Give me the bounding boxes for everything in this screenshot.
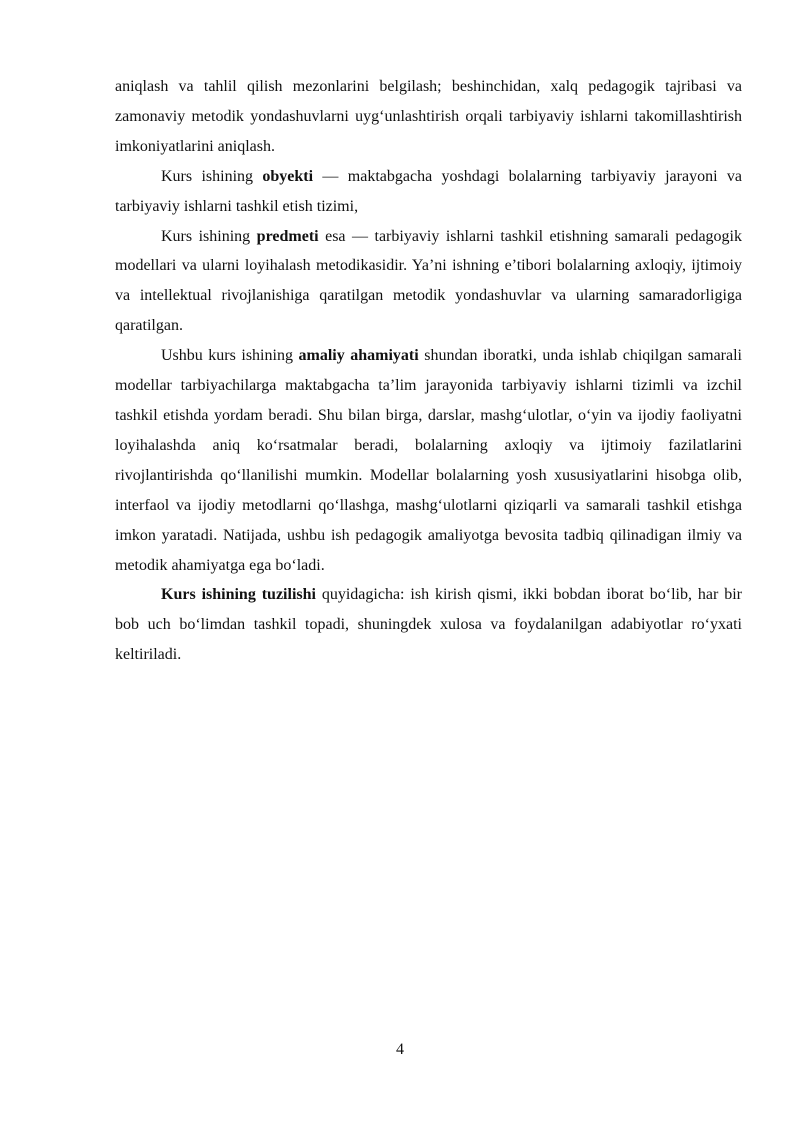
document-body xyxy=(115,72,742,670)
paragraph-subject xyxy=(115,222,742,342)
paragraph-text: — maktabgacha yoshdagi bolalarning tarbiyaviy jarayoni va tarbiyaviy ishlarni tashkil etish tizimi, xyxy=(115,167,742,215)
paragraph-text: quyidagicha: ish kirish qismi, ikki bobdan iborat bo‘lib, har bir bob uch bo‘limdan tashkil topadi, shuningdek xulosa va foydalanilgan adabiyotlar ro‘yxati keltiriladi. xyxy=(115,586,742,664)
paragraph-text: Kurs ishining xyxy=(161,167,263,185)
bold-term-object: obyekti xyxy=(262,167,314,185)
paragraph-practical-value xyxy=(115,341,742,580)
paragraph-continuation xyxy=(115,72,742,162)
paragraph-text: Ushbu kurs ishining xyxy=(161,347,299,365)
paragraph-object xyxy=(115,162,742,222)
page-number: 4 xyxy=(396,1041,404,1058)
bold-term-structure: Kurs ishining tuzilishi xyxy=(161,586,316,604)
paragraph-structure xyxy=(115,580,742,670)
paragraph-text: shundan iboratki, unda ishlab chiqilgan samarali modellar tarbiyachilarga maktabgacha ta’lim jarayonida tarbiyaviy ishlarni tizimli va izchil tashkil etishda yordam beradi. Shu bilan birga, darslar, mashg‘ulotlar, o‘yin va ijodiy faoliyatni loyihalashda aniq ko‘rsatmalar beradi, bolalarning axloqiy va ijtimoiy fazilatlarini rivojlantirishda qo‘llanilishi mumkin. Modellar bolalarning yosh xususiyatlarini hisobga olib, interfaol va ijodiy metodlarni qo‘llashga, mashg‘ulotlarni qiziqarli va samarali tashkil etishga imkon yaratadi. Natijada, ushbu ish pedagogik amaliyotga bevosita tadbiq qilinadigan ilmiy va metodik ahamiyatga ega bo‘ladi. xyxy=(115,347,742,574)
paragraph-text: esa — tarbiyaviy ishlarni tashkil etishning samarali pedagogik modellari va ularni loyihalash metodikasidir. Ya’ni ishning e’tibori bolalarning axloqiy, ijtimoiy va intellektual rivojlanishiga qaratilgan metodik yondashuvlar va ularning samaradorligiga qaratilgan. xyxy=(115,227,743,335)
bold-term-subject: predmeti xyxy=(256,227,319,245)
paragraph-text: Kurs ishining xyxy=(161,227,257,245)
paragraph-text: aniqlash va tahlil qilish mezonlarini belgilash; beshinchidan, xalq pedagogik tajribasi va zamonaviy metodik yondashuvlarni uyg‘unlashtirish orqali tarbiyaviy ishlarni takomillashtirish imkoniyatlarini aniqlash. xyxy=(115,78,742,155)
bold-term-practical-value: amaliy ahamiyati xyxy=(298,347,419,365)
